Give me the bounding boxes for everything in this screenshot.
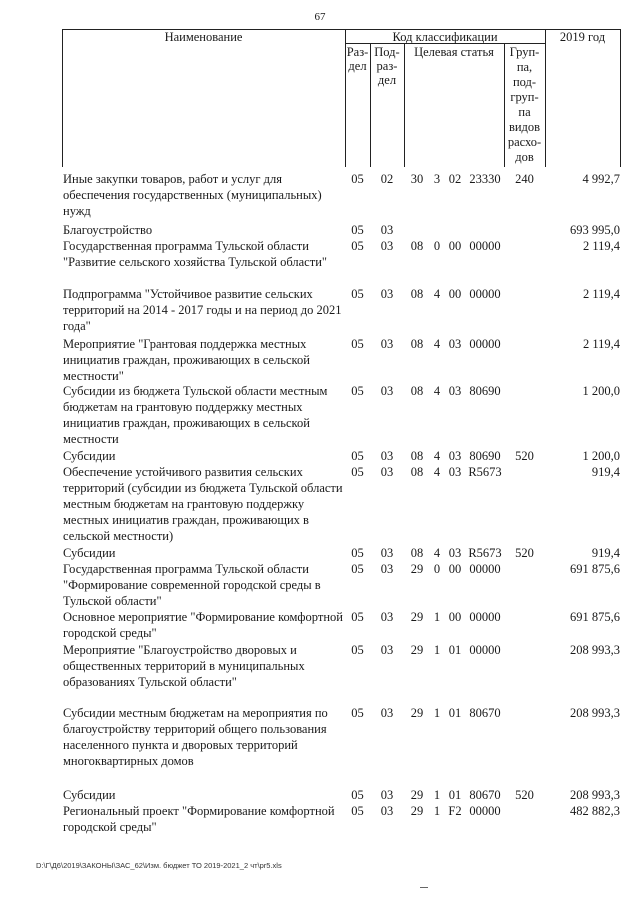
row-code-t4: 00000 xyxy=(469,239,501,253)
row-code-t3: 03 xyxy=(448,449,462,463)
row-code-t4: 23330 xyxy=(469,172,501,186)
row-code-t3: 00 xyxy=(448,287,462,301)
row-code-t3: 02 xyxy=(448,172,462,186)
row-code-pr: 03 xyxy=(380,384,394,398)
row-code-rz: 05 xyxy=(351,384,364,398)
row-amount: 691 875,6 xyxy=(570,562,620,576)
row-code-t4: 00000 xyxy=(469,287,501,301)
row-code-rz: 05 xyxy=(351,465,364,479)
row-code-t2: 4 xyxy=(433,287,441,301)
row-code-pr: 03 xyxy=(380,239,394,253)
row-amount: 691 875,6 xyxy=(570,610,620,624)
row-amount: 2 119,4 xyxy=(582,287,620,301)
column-header-subsection: Под- раз- дел xyxy=(374,45,400,87)
row-code-t4: R5673 xyxy=(468,546,502,560)
row-code-t2: 4 xyxy=(433,546,441,560)
row-code-rz: 05 xyxy=(351,610,364,624)
row-code-t1: 29 xyxy=(410,643,424,657)
footer-file-path: D:\Г\Д6\2019\ЗАКОНЫ\ЗАС_62\Изм. бюджет ТО 2019-2021_2 чт\pr5.xls xyxy=(36,861,282,870)
row-code-t4: 00000 xyxy=(469,643,501,657)
row-code-pr: 03 xyxy=(380,643,394,657)
row-code-t3: 03 xyxy=(448,337,462,351)
row-amount: 919,4 xyxy=(591,465,620,479)
row-code-rz: 05 xyxy=(351,562,364,576)
row-code-rz: 05 xyxy=(351,706,364,720)
row-code-t2: 1 xyxy=(433,643,441,657)
page-number: 67 xyxy=(314,11,326,23)
row-code-pr: 03 xyxy=(380,546,394,560)
row-code-pr: 03 xyxy=(380,449,394,463)
row-name: Благоустройство xyxy=(63,223,153,237)
row-amount: 1 200,0 xyxy=(582,449,620,463)
row-code-rz: 05 xyxy=(351,223,364,237)
row-code-vr: 520 xyxy=(515,546,534,560)
row-code-rz: 05 xyxy=(351,337,364,351)
row-code-rz: 05 xyxy=(351,239,364,253)
row-code-t2: 1 xyxy=(433,804,441,818)
row-code-t2: 4 xyxy=(433,465,441,479)
row-code-t1: 29 xyxy=(410,706,424,720)
row-code-t1: 08 xyxy=(410,384,424,398)
row-name: Региональный проект "Формирование комфортной городской среды" xyxy=(63,804,335,834)
row-code-t2: 4 xyxy=(433,337,441,351)
row-amount: 2 119,4 xyxy=(582,239,620,253)
column-header-year: 2019 год xyxy=(559,30,606,44)
row-name: Основное мероприятие "Формирование комфортной городской среды" xyxy=(63,610,343,640)
row-code-t2: 4 xyxy=(433,449,441,463)
row-code-vr: 240 xyxy=(515,172,534,186)
row-amount: 693 995,0 xyxy=(570,223,620,237)
row-code-t4: 80690 xyxy=(469,449,501,463)
row-code-pr: 03 xyxy=(380,562,394,576)
column-header-name: Наименование xyxy=(164,30,243,44)
row-code-vr: 520 xyxy=(515,449,534,463)
row-code-pr: 03 xyxy=(380,788,394,802)
row-code-t4: R5673 xyxy=(468,465,502,479)
row-name: Субсидии из бюджета Тульской области местным бюджетам на грантовую поддержку местных инициатив граждан, проживающих в сельской местности xyxy=(63,384,328,446)
row-code-t1: 08 xyxy=(410,546,424,560)
row-code-rz: 05 xyxy=(351,172,364,186)
row-code-t3: 03 xyxy=(448,546,462,560)
row-code-rz: 05 xyxy=(351,804,364,818)
row-code-rz: 05 xyxy=(351,287,364,301)
row-name: Мероприятие "Грантовая поддержка местных инициатив граждан, проживающих в сельской местности" xyxy=(63,337,310,383)
row-name: Государственная программа Тульской области "Формирование современной городской среды в Тульской области" xyxy=(63,562,321,608)
row-code-t2: 1 xyxy=(433,610,441,624)
row-code-pr: 03 xyxy=(380,804,394,818)
row-code-t4: 80690 xyxy=(469,384,501,398)
row-code-t2: 1 xyxy=(433,788,441,802)
row-code-t3: F2 xyxy=(448,804,462,818)
row-code-t2: 4 xyxy=(433,384,441,398)
row-code-t4: 00000 xyxy=(469,562,501,576)
row-code-t1: 29 xyxy=(410,610,424,624)
column-header-section: Раз- дел xyxy=(346,45,369,73)
row-amount: 2 119,4 xyxy=(582,337,620,351)
row-code-rz: 05 xyxy=(351,643,364,657)
row-amount: 208 993,3 xyxy=(570,643,620,657)
row-name: Подпрограмма "Устойчивое развитие сельских территорий на 2014 - 2017 годы и на период до 2021 года" xyxy=(63,287,342,333)
row-code-pr: 03 xyxy=(380,337,394,351)
row-code-t2: 1 xyxy=(433,706,441,720)
row-code-vr: 520 xyxy=(515,788,534,802)
row-name: Субсидии местным бюджетам на мероприятия по благоустройству территорий общего пользования населенного пункта и дворовых территорий многоквартирных домов xyxy=(63,706,328,768)
row-name: Субсидии xyxy=(63,546,116,560)
row-code-t1: 08 xyxy=(410,287,424,301)
row-code-t1: 29 xyxy=(410,788,424,802)
column-header-expense-group: Груп- па, под- груп- па видов расхо- дов xyxy=(507,45,542,164)
row-code-pr: 03 xyxy=(380,287,394,301)
row-code-t3: 03 xyxy=(448,465,462,479)
row-name: Субсидии xyxy=(63,449,116,463)
row-code-rz: 05 xyxy=(351,449,364,463)
row-name: Иные закупки товаров, работ и услуг для обеспечения государственных (муниципальных) нужд xyxy=(63,172,322,218)
row-code-t4: 80670 xyxy=(469,788,501,802)
row-code-t1: 30 xyxy=(410,172,424,186)
row-name: Обеспечение устойчивого развития сельских территорий (субсидии из бюджета Тульской области местным бюджетам на грантовую поддержку местных инициатив граждан, проживающих в сельской местности) xyxy=(63,465,343,543)
row-code-t2: 0 xyxy=(433,562,441,576)
row-code-t1: 08 xyxy=(410,239,424,253)
row-code-t4: 00000 xyxy=(469,804,501,818)
column-header-code: Код классификации xyxy=(392,30,498,44)
row-amount: 482 882,3 xyxy=(570,804,620,818)
column-header-target-item: Целевая статья xyxy=(414,45,494,59)
row-amount: 919,4 xyxy=(591,546,620,560)
row-code-t3: 00 xyxy=(448,239,462,253)
row-code-t2: 0 xyxy=(433,239,441,253)
row-code-t2: 3 xyxy=(433,172,441,186)
row-code-t1: 29 xyxy=(410,562,424,576)
row-name: Мероприятие "Благоустройство дворовых и общественных территорий в муниципальных образованиях Тульской области" xyxy=(63,643,305,689)
row-amount: 4 992,7 xyxy=(582,172,620,186)
row-name: Субсидии xyxy=(63,788,116,802)
row-code-rz: 05 xyxy=(351,788,364,802)
row-code-t4: 00000 xyxy=(469,337,501,351)
footer-divider xyxy=(420,887,428,888)
row-code-t4: 80670 xyxy=(469,706,501,720)
row-code-pr: 02 xyxy=(380,172,394,186)
row-name: Государственная программа Тульской области "Развитие сельского хозяйства Тульской области" xyxy=(63,239,327,269)
row-code-pr: 03 xyxy=(380,223,394,237)
row-code-t3: 01 xyxy=(448,788,462,802)
row-code-t3: 01 xyxy=(448,706,462,720)
row-code-t3: 01 xyxy=(448,643,462,657)
row-code-t1: 08 xyxy=(410,337,424,351)
row-code-pr: 03 xyxy=(380,610,394,624)
row-code-t3: 00 xyxy=(448,610,462,624)
row-code-rz: 05 xyxy=(351,546,364,560)
row-code-t1: 29 xyxy=(410,804,424,818)
row-code-t3: 03 xyxy=(448,384,462,398)
row-code-t1: 08 xyxy=(410,465,424,479)
row-code-t1: 08 xyxy=(410,449,424,463)
row-amount: 208 993,3 xyxy=(570,706,620,720)
row-code-t3: 00 xyxy=(448,562,462,576)
row-code-pr: 03 xyxy=(380,465,394,479)
row-amount: 208 993,3 xyxy=(570,788,620,802)
row-code-t4: 00000 xyxy=(469,610,501,624)
row-code-pr: 03 xyxy=(380,706,394,720)
row-amount: 1 200,0 xyxy=(582,384,620,398)
